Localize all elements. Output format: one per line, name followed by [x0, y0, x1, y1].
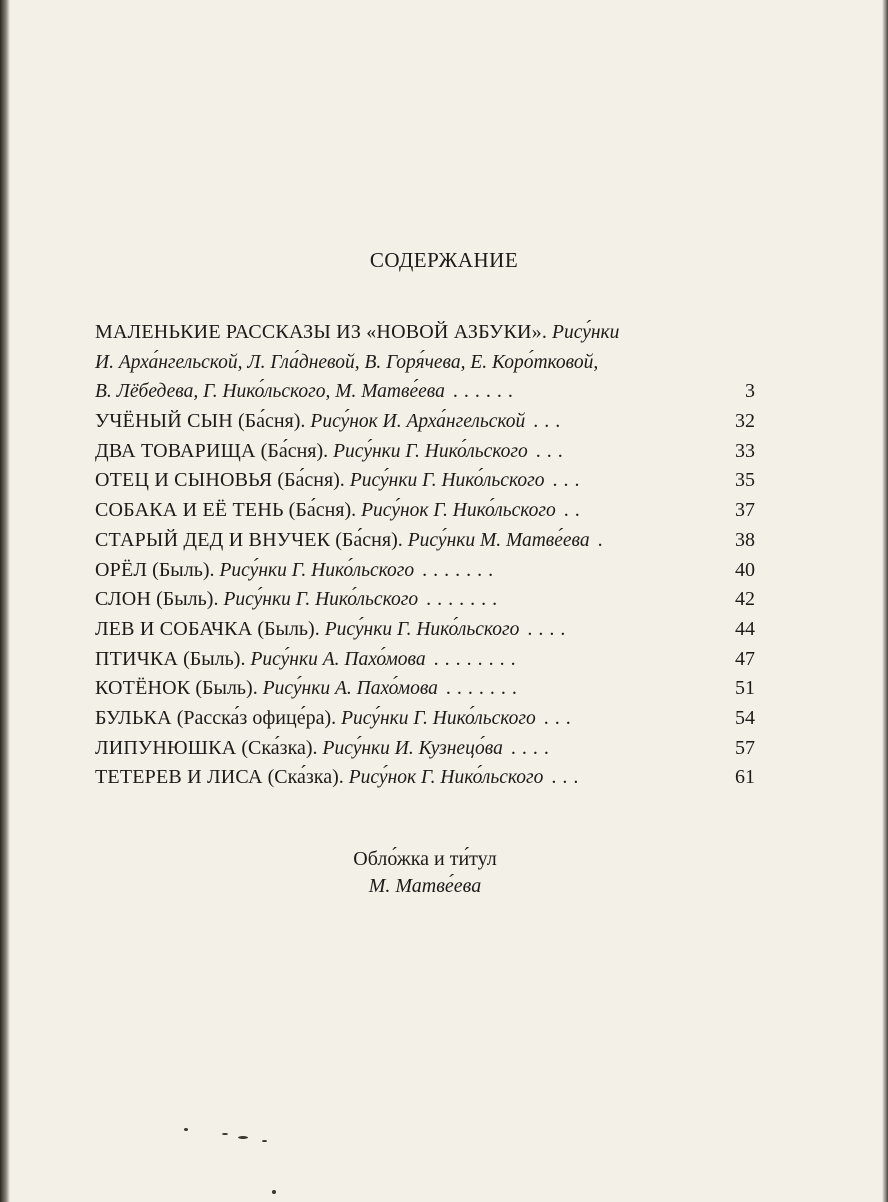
toc-entry-illustrators: Рису́нки Г. Нико́льского: [341, 707, 536, 729]
toc-entry: [95, 645, 755, 675]
toc-entry: [95, 556, 755, 586]
toc-page-number: 47: [735, 647, 755, 670]
toc-entry-illustrators: Рису́нок И. Арха́нгельской: [310, 411, 526, 433]
dot-leader: ...: [551, 766, 585, 789]
toc-entry-title: СЛОН: [95, 588, 152, 611]
toc-entry-title: СТАРЫЙ ДЕД И ВНУЧЕК: [95, 528, 331, 551]
toc-entry: [95, 407, 755, 437]
toc-entry-genre: (Ба́сня).: [277, 469, 345, 492]
toc-entry-illustrators: Рису́нки А. Пахо́мова: [250, 648, 426, 670]
toc-entry-genre: (Ска́зка).: [267, 766, 344, 789]
toc-entry-line: [95, 377, 755, 407]
print-speck: [272, 1190, 276, 1194]
toc-entry: [95, 763, 755, 793]
dot-leader: ....: [510, 736, 555, 759]
toc-entry-title: ТЕТЕРЕВ И ЛИСА: [95, 766, 263, 789]
toc-entry-title: ЛИПУНЮШКА: [95, 736, 237, 759]
dot-leader: ....: [527, 617, 572, 640]
dot-leader: ........: [433, 647, 522, 670]
toc-page-number: 54: [735, 706, 755, 729]
toc-page-number: 40: [735, 558, 755, 581]
toc-entry-illustrators: Рису́нки Г. Нико́льского: [219, 559, 415, 581]
toc-entry-title: ОРЁЛ: [95, 558, 148, 581]
dot-leader: .: [597, 528, 609, 551]
toc-entry-genre: (Ба́сня).: [335, 528, 403, 551]
dot-leader: ...: [552, 469, 586, 492]
toc-entry-genre: (Быль).: [152, 558, 215, 581]
toc-entry-genre: (Быль).: [156, 588, 219, 611]
dot-leader: ...: [533, 410, 567, 433]
toc-entry-genre: (Быль).: [183, 647, 246, 670]
table-of-contents: [95, 318, 755, 793]
toc-entry-title: МАЛЕНЬКИЕ РАССКАЗЫ ИЗ «НОВОЙ АЗБУКИ».: [95, 321, 548, 343]
toc-page-number: 32: [735, 410, 755, 433]
credits-artist: М. Матве́ева: [368, 875, 482, 897]
dot-leader: .......: [422, 558, 500, 581]
toc-entry-genre: (Ба́сня).: [288, 499, 357, 522]
toc-entry-genre: (Ска́зка).: [241, 736, 318, 759]
toc-entry: [95, 496, 755, 526]
toc-entry-illustrators: Рису́нки Г. Нико́льского: [223, 589, 419, 611]
print-speck: [262, 1140, 267, 1142]
toc-entry-line: [95, 348, 755, 378]
print-speck: [222, 1133, 228, 1135]
toc-entry-title: УЧЁНЫЙ СЫН: [95, 410, 233, 433]
page-left-edge: [0, 0, 10, 1202]
toc-entry: [95, 585, 755, 615]
toc-page-number: 38: [735, 528, 755, 551]
dot-leader: ...: [535, 439, 569, 462]
toc-entry-genre: (Ба́сня).: [237, 410, 306, 433]
toc-entry-title: ДВА ТОВАРИЩА: [95, 439, 256, 462]
toc-entry-illustrators: Рису́нки А. Пахо́мова: [262, 678, 438, 700]
toc-entry-illustrators: Рису́нки Г. Нико́льского: [333, 440, 528, 462]
toc-page-number: 57: [735, 736, 755, 759]
toc-page-number: 61: [735, 766, 755, 789]
toc-entry-title: ОТЕЦ И СЫНОВЬЯ: [95, 469, 273, 492]
toc-entry: [95, 615, 755, 645]
dot-leader: .......: [445, 677, 523, 700]
toc-entry-illustrators: В. Лёбедева, Г. Нико́льского, М. Матве́ева: [95, 381, 445, 403]
toc-entry-genre: (Расска́з офице́ра).: [176, 706, 337, 729]
toc-page-number: 35: [735, 469, 755, 492]
toc-entry-title: ЛЕВ И СОБАЧКА: [95, 617, 253, 640]
toc-entry-title: БУЛЬКА: [95, 706, 172, 729]
toc-entry-genre: (Ба́сня).: [260, 439, 329, 462]
toc-page-number: 3: [745, 380, 755, 403]
toc-page-number: 37: [735, 499, 755, 522]
toc-entry-illustrators: И. Арха́нгельской, Л. Гла́дневой, В. Горя́чева, Е. Коро́тковой,: [95, 351, 599, 373]
toc-entry-illustrators: Рису́нок Г. Нико́льского: [348, 767, 544, 789]
toc-entry-illustrators: Рису́нки Г. Нико́льского: [324, 618, 520, 640]
cover-credits: [0, 846, 850, 900]
toc-page-number: 44: [735, 617, 755, 640]
toc-entry: [95, 734, 755, 764]
toc-entry-genre: (Быль).: [257, 617, 320, 640]
print-speck: [184, 1128, 188, 1131]
toc-entry-line: [95, 318, 755, 348]
toc-entry: [95, 674, 755, 704]
dot-leader: ...: [543, 706, 577, 729]
toc-entry-illustrators: Рису́нки М. Матве́ева: [407, 529, 590, 551]
page-title: СОДЕРЖАНИЕ: [369, 248, 519, 272]
toc-entry-illustrators: Рису́нки Г. Нико́льского: [349, 470, 545, 492]
credits-label: Обло́жка и ти́тул: [353, 848, 497, 870]
toc-entry-title: СОБАКА И ЕЁ ТЕНЬ: [95, 499, 284, 522]
toc-entry-title: ПТИЧКА: [95, 647, 179, 670]
toc-page-number: 42: [735, 588, 755, 611]
toc-page-number: 33: [735, 439, 755, 462]
print-speck: [238, 1136, 248, 1139]
toc-entry-genre: (Быль).: [195, 677, 258, 700]
toc-page-number: 51: [735, 677, 755, 700]
toc-entry-illustrators: Рису́нки И. Кузнецо́ва: [322, 737, 503, 759]
toc-entry-title: КОТЁНОК: [95, 677, 191, 700]
toc-entry-illustrators: Рису́нок Г. Нико́льского: [361, 500, 556, 522]
toc-entry: [95, 466, 755, 496]
dot-leader: ..: [563, 499, 586, 522]
toc-entry: [95, 526, 755, 556]
toc-entry-illustrators: Рису́нки: [552, 322, 620, 343]
page-right-edge: [882, 0, 888, 1202]
toc-entry: [95, 704, 755, 734]
dot-leader: ......: [452, 380, 519, 403]
toc-entry: [95, 437, 755, 467]
dot-leader: .......: [426, 588, 504, 611]
